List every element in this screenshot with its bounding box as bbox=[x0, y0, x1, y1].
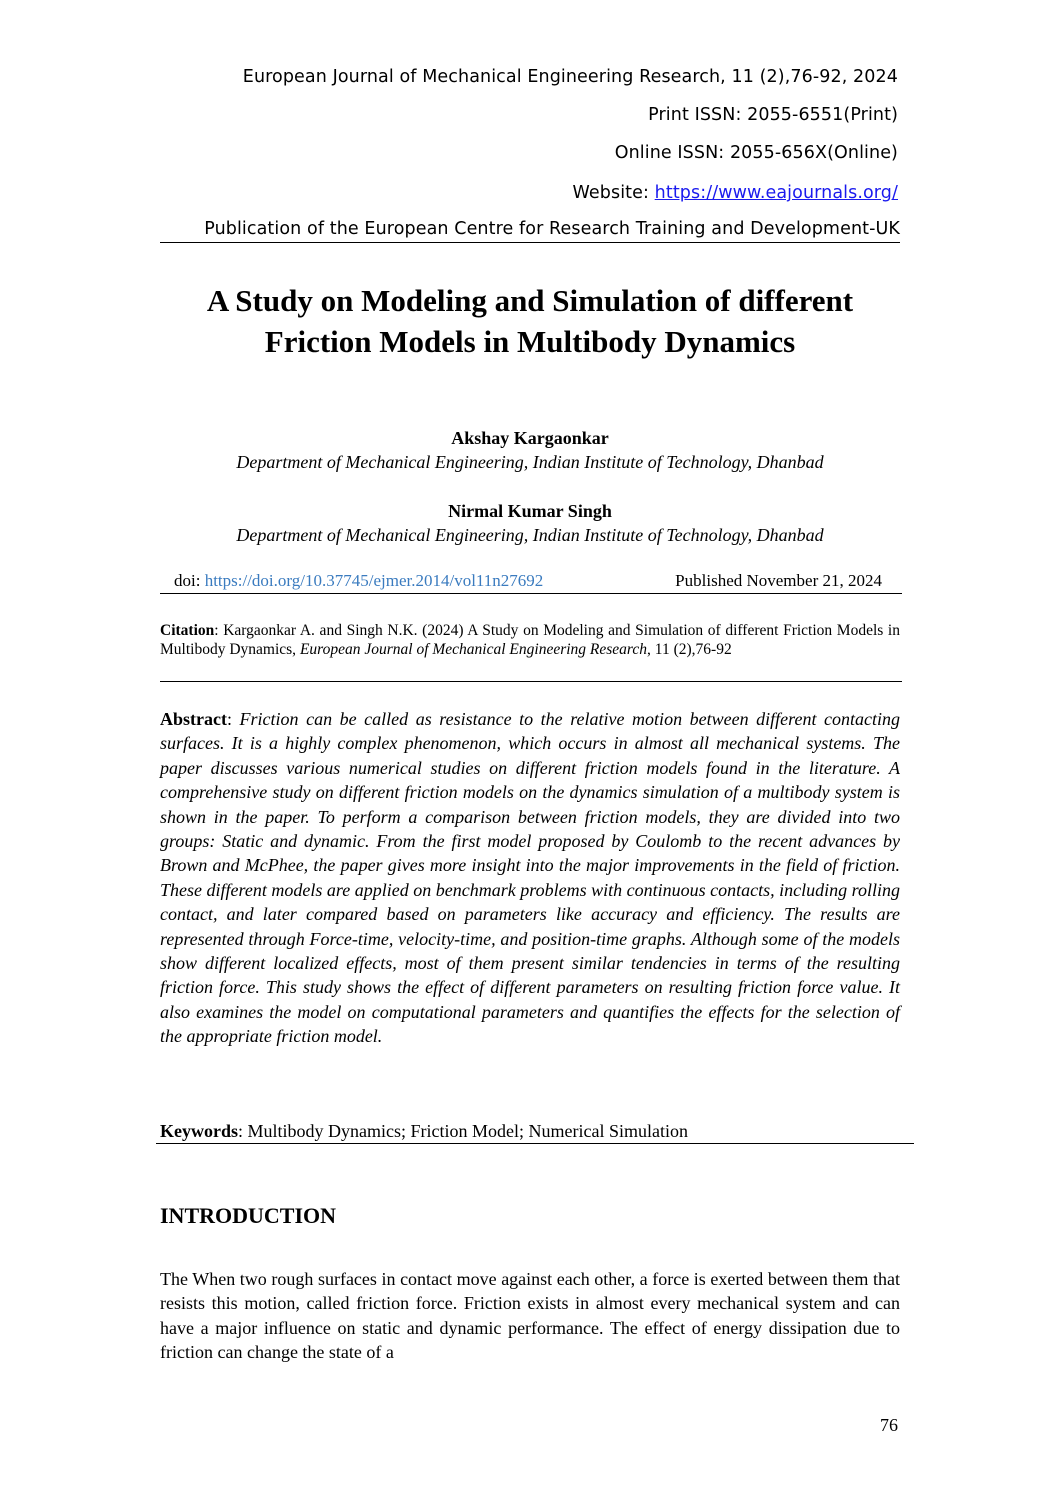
published-date: Published November 21, 2024 bbox=[675, 571, 882, 590]
introduction-text: The When two rough surfaces in contact move against each other, a force is exerted between them that resists this motion, called friction force. Friction exists in almost every mechanical system and can have a major influence on static and dynamic performance. The effect of energy dissipation due to friction can change the state of a bbox=[160, 1269, 900, 1363]
author-affiliation: Department of Mechanical Engineering, Indian Institute of Technology, Dhanbad bbox=[236, 525, 824, 545]
doi-label: doi: bbox=[174, 571, 205, 590]
citation-rule bbox=[160, 681, 902, 682]
doi-rule bbox=[160, 593, 902, 594]
citation-pages: , 11 (2),76-92 bbox=[647, 641, 732, 658]
keywords-label: Keywords bbox=[160, 1121, 238, 1141]
author-name: Akshay Kargaonkar bbox=[451, 428, 609, 448]
doi-link[interactable]: https://doi.org/10.37745/ejmer.2014/vol11n27692 bbox=[204, 571, 544, 590]
author-affiliation: Department of Mechanical Engineering, Indian Institute of Technology, Dhanbad bbox=[236, 452, 824, 472]
website-label: Website: bbox=[572, 183, 655, 203]
header-rule bbox=[160, 242, 900, 243]
website-link[interactable]: https://www.eajournals.org/ bbox=[654, 183, 898, 203]
keywords-rule bbox=[156, 1143, 914, 1144]
abstract-text: Friction can be called as resistance to the relative motion between different contacting surfaces. It is a highly complex phenomenon, which occurs in almost all mechanical systems. The paper discusses various numerical studies on different friction models found in the literature. A comprehensive study on different friction models on the dynamics simulation of a multibody system is shown in the paper. To perform a comparison between friction models, they are divided into two groups: Static and dynamic. From the first model proposed by Coulomb to the recent advances by Brown and McPhee, the paper gives more insight into the major improvements in the field of friction. These different models are applied on benchmark problems with continuous contacts, including rolling contact, and later compared based on parameters like accuracy and efficiency. The results are represented through Force-time, velocity-time, and position-time graphs. Although some of the models show different localized effects, most of them present similar tendencies in terms of the resulting friction force. This study shows the effect of different parameters on resulting friction force value. It also examines the model on computational parameters and quantifies the effects for the selection of the appropriate friction model. bbox=[160, 709, 900, 1047]
abstract-label: Abstract bbox=[160, 709, 227, 729]
doi bbox=[174, 571, 543, 591]
print-issn: Print ISSN: 2055-6551(Print) bbox=[648, 105, 898, 125]
website-line bbox=[573, 183, 898, 203]
abstract: Abstract: Friction can be called as resistance to the relative motion between different contacting surfaces. It is a highly complex phenomenon, which occurs in almost all mechanical systems. The paper discusses various numerical studies on different friction models found in the literature. A comprehensive study on different friction models on the dynamics simulation of a multibody system is shown in the paper. To perform a comparison between friction models, they are divided into two groups: Static and dynamic. From the first model proposed by Coulomb to the recent advances by Brown and McPhee, the paper gives more insight into the major improvements in the field of friction. These different models are applied on benchmark problems with continuous contacts, including rolling contact, and later compared based on parameters like accuracy and efficiency. The results are represented through Force-time, velocity-time, and position-time graphs. Although some of the models show different localized effects, most of them present similar tendencies in terms of the resulting friction force. This study shows the effect of different parameters on resulting friction force value. It also examines the model on computational parameters and quantifies the effects for the selection of the appropriate friction model. bbox=[160, 709, 900, 1047]
author-name: Nirmal Kumar Singh bbox=[448, 501, 612, 521]
page-number: 76 bbox=[880, 1415, 898, 1435]
citation-journal: European Journal of Mechanical Engineering Research bbox=[299, 641, 648, 658]
publisher-line: Publication of the European Centre for Research Training and Development-UK bbox=[204, 219, 900, 239]
keywords bbox=[160, 1121, 900, 1142]
paper-title: A Study on Modeling and Simulation of different Friction Models in Multibody Dynamics bbox=[206, 283, 854, 359]
section-heading: INTRODUCTION bbox=[160, 1203, 337, 1228]
journal-line: European Journal of Mechanical Engineering Research, 11 (2),76-92, 2024 bbox=[242, 67, 898, 87]
online-issn: Online ISSN: 2055-656X(Online) bbox=[614, 143, 898, 163]
citation-text: : Kargaonkar A. and Singh N.K. (2024) A Study on Modeling and Simulation of different Friction Models in Multibody Dynamics, bbox=[160, 622, 900, 658]
keywords-text: : Multibody Dynamics; Friction Model; Numerical Simulation bbox=[238, 1121, 688, 1141]
citation bbox=[160, 621, 900, 659]
citation-label: Citation bbox=[160, 622, 215, 639]
